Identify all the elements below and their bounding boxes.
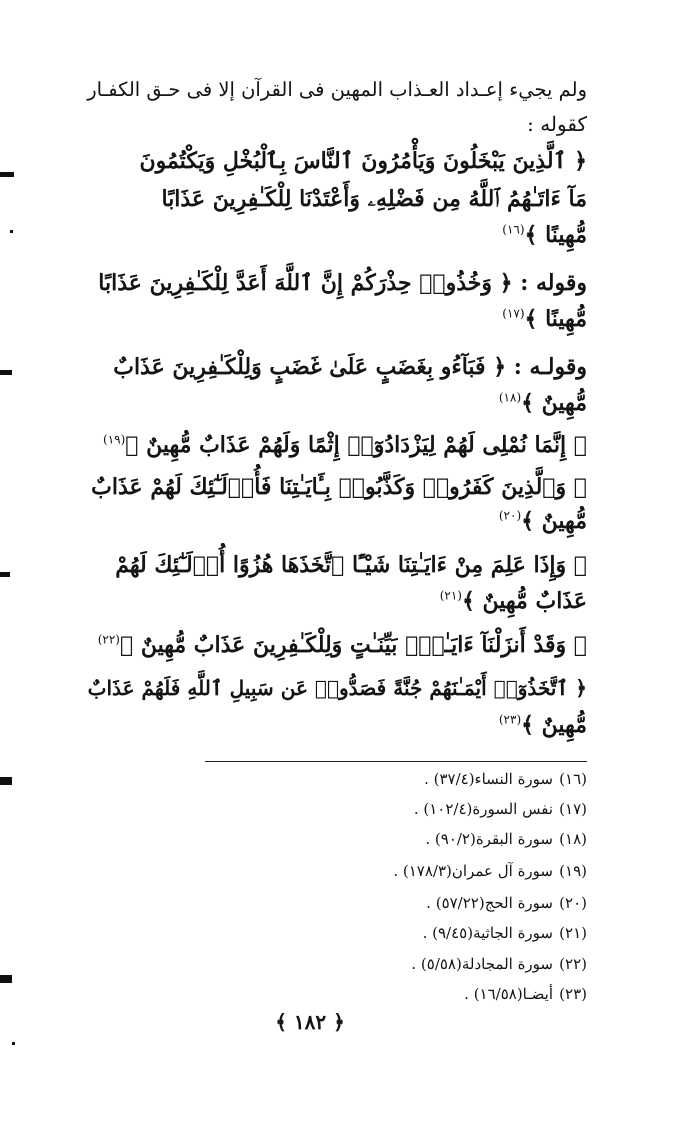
footnote-number: (٢٢) [559,955,587,973]
footnote-item [425,830,587,848]
scan-mark [0,172,14,177]
intro-line: ولم يجيء إعـداد العـذاب المهين فى القرآن إلا فى حـق الكفـار [87,78,587,101]
footnote-text: سورة النساء(٣٧/٤) . [424,770,553,788]
verse-text: مُّهِينٌ ﴾ [521,712,587,738]
footnote-item [426,894,587,912]
verse-line: ﴿ وَٱلَّذِينَ كَفَرُوا۟ وَكَذَّبُوا۟ بِـَٔايَـٰتِنَا فَأُو۟لَـٰٓئِكَ لَهُمْ عَذَابٌ [91,474,587,500]
footnote-number: (٢٣) [559,985,587,1003]
footnote-ref: (٢٢) [97,632,120,647]
footnote-ref: (٢٠) [498,508,522,523]
footnote-item [414,800,587,818]
verse-text: مُّهِينٌ ﴾ [521,390,587,416]
scan-mark [0,777,12,785]
verse-line: وقوله : ﴿ وَخُذُوا۟ حِذْرَكُمْ إِنَّ ٱللَّهَ أَعَدَّ لِلْكَـٰفِرِينَ عَذَابًا [98,270,587,296]
footnote-text: سورة البقرة(٩٠/٢) . [425,830,553,848]
scan-mark [0,975,12,983]
footnote-ref: (١٦) [502,222,525,237]
footnote-text: سورة الجاثية(٩/٤٥) . [422,924,553,942]
verse-line [502,306,587,332]
scan-mark [10,230,13,233]
scan-mark [0,572,10,577]
footnote-text: سورة الحج(٥٧/٢٢) . [426,894,553,912]
verse-line [103,432,587,458]
verse-line [499,712,587,738]
page-number: ﴿ ١٨٢ ﴾ [275,1010,345,1034]
footnote-number: (١٨) [559,830,587,848]
verse-line [499,390,587,416]
footnote-ref: (٢١) [439,588,462,603]
footnote-item [393,862,587,880]
footnote-number: (١٩) [559,862,587,880]
verse-line [440,588,587,614]
footnote-text: سورة المجادلة(٥/٥٨) . [411,955,553,973]
verse-line: ﴿ ٱتَّخَذُوٓا۟ أَيْمَـٰنَهُمْ جُنَّةً فَصَدُّوا۟ عَن سَبِيلِ ٱللَّهِ فَلَهُمْ عَذَابٌ [87,676,587,700]
verse-line: وقولـه : ﴿ فَبَآءُو بِغَضَبٍ عَلَىٰ غَضَبٍ وَلِلْكَـٰفِرِينَ عَذَابٌ [113,354,587,380]
footnote-ref: (١٩) [103,432,126,447]
footnote-number: (٢١) [559,924,587,942]
footnote-number: (١٦) [559,770,587,788]
verse-text: ﴿ وَقَدْ أَنزَلْنَآ ءَايَـٰتٍۭ بَيِّنَـٰتٍ وَلِلْكَـٰفِرِينَ عَذَابٌ مُّهِينٌ ﴾ [119,632,587,658]
verse-line: مَآ ءَاتَـٰهُمُ ٱللَّهُ مِن فَضْلِهِۦ وَأَعْتَدْنَا لِلْكَـٰفِرِينَ عَذَابًا [161,186,587,212]
verse-line [499,508,587,534]
footnote-text: أيضـا(١٦/٥٨) . [464,985,553,1003]
footnote-divider [205,761,587,762]
verse-text: ﴿ إِنَّمَا نُمْلِى لَهُمْ لِيَزْدَادُوٓا۟ إِثْمًا وَلَهُمْ عَذَابٌ مُّهِينٌ ﴾ [125,432,587,458]
verse-line: ﴿ ٱلَّذِينَ يَبْخَلُونَ وَيَأْمُرُونَ ٱلنَّاسَ بِٱلْبُخْلِ وَيَكْتُمُونَ [139,148,587,174]
footnote-ref: (١٨) [498,390,522,405]
footnote-item [424,770,587,788]
verse-line: ﴿ وَإِذَا عَلِمَ مِنْ ءَايَـٰتِنَا شَيْـًٔا ٱتَّخَذَهَا هُزُوًا أُو۟لَـٰٓئِكَ لَهُمْ [115,552,587,578]
footnote-ref: (١٧) [502,306,525,321]
footnote-text: سورة آل عمران(١٧٨/٣) . [393,862,553,880]
footnote-ref: (٢٣) [498,712,522,727]
footnote-item [423,924,587,942]
verse-text: عَذَابٌ مُّهِينٌ ﴾ [461,588,587,614]
footnote-number: (٢٠) [559,894,587,912]
intro-line: كقوله : [527,112,587,136]
footnote-item [464,985,587,1003]
verse-line [502,222,587,248]
verse-text: مُّهِينٌ ﴾ [521,508,587,534]
verse-text: مُّهِينًا ﴾ [524,306,587,332]
scan-mark [0,370,12,375]
scan-mark [12,1042,15,1045]
footnote-item [411,955,587,973]
verse-line [98,632,587,658]
footnote-text: نفس السورة(١٠٢/٤) . [413,800,553,818]
footnote-number: (١٧) [559,800,587,818]
verse-text: مُّهِينًا ﴾ [524,222,587,248]
